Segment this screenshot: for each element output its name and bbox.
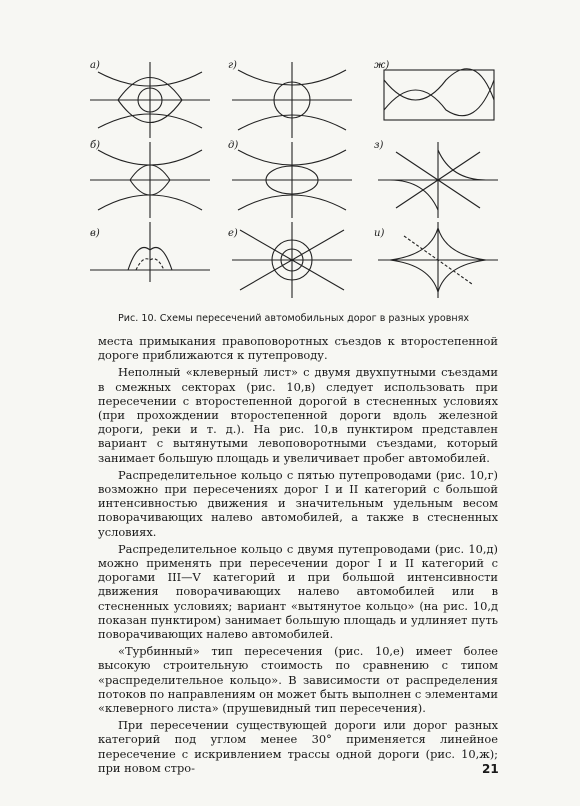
partial-cloverleaf-icon xyxy=(90,222,210,282)
paragraph: Распределительное кольцо с двумя путепроводами (рис. 10,д) можно применять при пересечении дорог I и II категорий с дорогами III—V категорий и при большой интенсивности движения поворачивающих налево автомобилей или в стесненных условиях; вариант «вытянутое кольцо» (на рис. 10,д показан пунктиром) занимает большую площадь и удлиняет путь поворачивающих налево автомобилей. xyxy=(98,541,498,642)
turbine-ring-icon xyxy=(232,222,352,298)
paragraph: При пересечении существующей дороги или дорог разных категорий под углом менее 30° применяется линейное пересечение с искривлением трассы одной дороги (рис. 10,ж); при новом стро- xyxy=(98,718,498,775)
panel-label: б) xyxy=(90,140,101,151)
figure-caption: Рис. 10. Схемы пересечений автомобильных дорог в разных уровнях xyxy=(118,313,470,324)
cloverleaf-full-icon xyxy=(90,62,210,138)
diamond-icon xyxy=(378,222,498,298)
panel-label: в) xyxy=(90,228,100,239)
figure-drawing xyxy=(88,60,508,300)
panel-label: г) xyxy=(228,60,237,71)
body-text xyxy=(98,334,498,778)
panel-label: з) xyxy=(374,140,384,151)
distribution-ring-five-icon xyxy=(232,62,352,138)
panel-label: а) xyxy=(90,60,100,71)
distribution-ring-two-icon xyxy=(232,142,352,218)
linear-crossing-icon xyxy=(384,69,494,120)
paragraph: места примыкания правоповоротных съездов к второстепенной дороге приближаются к путепроводу. xyxy=(98,334,498,363)
page-number: 21 xyxy=(482,762,499,776)
panel-label: ж) xyxy=(374,60,390,71)
panel-label: и) xyxy=(374,228,385,239)
panel-label: е) xyxy=(228,228,238,239)
paragraph: «Турбинный» тип пересечения (рис. 10,е) имеет более высокую строительную стоимость по сравнению с типом «распределительное кольцо». В зависимости от распределения потоков по направлениям он может быть выполнен с элементами «клеверного листа» (прушевидный тип пересечения). xyxy=(98,644,498,716)
paragraph: Неполный «клеверный лист» с двумя двухпутными съездами в смежных секторах (рис. 10,в) следует использовать при пересечении с второстепенной дорогой в стесненных условиях (при прохождении второстепенной дороги вдоль железной дороги, реки и т. д.). На рис. 10,в пунктиром представлен вариант с вытянутыми левоповоротными съездами, который занимает большую площадь и увеличивает пробег автомобилей. xyxy=(98,365,498,465)
panel-label: д) xyxy=(228,140,239,151)
paragraph: Распределительное кольцо с пятью путепроводами (рис. 10,г) возможно при пересечениях дорог I и II категорий с большой интенсивностью движения и значительным удельным весом поворачивающих налево автомобилей, а также в стесненных условиях. xyxy=(98,467,498,539)
turbine-icon xyxy=(378,142,498,218)
figure-10 xyxy=(88,60,508,300)
cloverleaf-variant-icon xyxy=(90,142,210,218)
